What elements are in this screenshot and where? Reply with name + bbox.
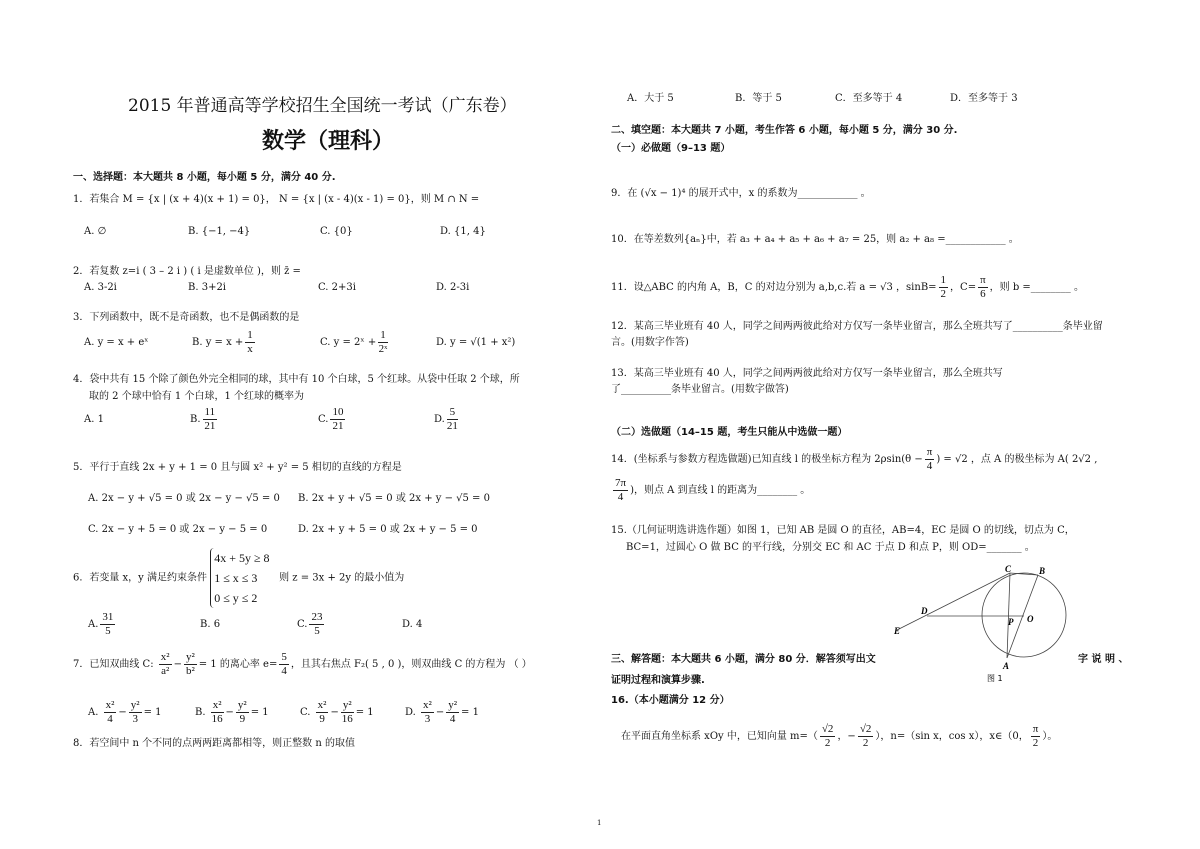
q1-option-b: B. {−1, −4}	[188, 226, 251, 237]
q16-text: 在平面直角坐标系 xOy 中，已知向量 m=（ $\frac{√2}{2}$ ，− $\frac{√2}{2}$ ），n=（sin x，cos x），x∈（0， $\frac{\pi}{2}$ ）。	[621, 723, 1058, 749]
q2-option-b: B. 3+2i	[188, 282, 227, 293]
section-2-optional: （二）选做题（14–15 题，考生只能从中选做一题）	[611, 427, 848, 438]
q8-option-b: B．等于 5	[735, 93, 782, 104]
q5-option-b: B. 2x + y + √5 = 0 或 2x + y − √5 = 0	[298, 493, 490, 504]
q8-option-d: D．至多等于 3	[950, 93, 1018, 104]
q3-stem: 3．下列函数中，既不是奇函数，也不是偶函数的是	[73, 312, 300, 323]
q3-option-a: A. y = x + eˣ	[84, 337, 149, 348]
q6-stem: 6．若变量 x，y 满足约束条件 4x + 5y ≥ 8 1 ≤ x ≤ 3 0 ≤ y ≤ 2 则 z = 3x + 2y 的最小值为	[73, 548, 404, 609]
label-d: D	[921, 606, 928, 616]
section-3-header-line1-end: 字 说 明 、	[1078, 654, 1129, 665]
q4-stem-line2: 取的 2 个球中恰有 1 个白球，1 个红球的概率为	[89, 391, 304, 402]
chord-ac	[1007, 573, 1010, 658]
q8-stem: 8．若空间中 n 个不同的点两两距离都相等，则正整数 n 的取值	[73, 738, 355, 749]
section-1-header: 一、选择题：本大题共 8 小题，每小题 5 分，满分 40 分.	[73, 172, 336, 183]
q1-stem: 1．若集合 M = {x | (x + 4)(x + 1) = 0}， N = {x | (x - 4)(x - 1) = 0}，则 M ∩ N =	[73, 194, 480, 205]
q7-option-c: C. $\frac{\text{x²}}{9}$ − $\frac{\text{y²}}{16}$ = 1	[300, 699, 374, 725]
q9: 9．在 (√x − 1)⁴ 的展开式中，x 的系数为____________ 。	[611, 188, 871, 199]
q3-option-b: B. y = x + $\frac{1}{x}$	[192, 329, 253, 355]
q10: 10．在等差数列{aₙ}中，若 a₃ + a₄ + a₅ + a₆ + a₇ = 25，则 a₂ + a₈ =____________ 。	[611, 234, 1019, 245]
q2-option-c: C. 2+3i	[318, 282, 356, 293]
q2-option-a: A. 3-2i	[84, 282, 117, 293]
circle-o	[982, 573, 1066, 657]
q7-option-b: B. $\frac{\text{x²}}{16}$ − $\frac{\text{y²}}{9}$ = 1	[195, 699, 269, 725]
section-3-header-line1: 三、解答题：本大题共 6 小题，满分 80 分．解答须写出文	[611, 654, 876, 665]
q14-line2: $\frac{7\pi}{4}$ )，则点 A 到直线 l 的距离为________ 。	[615, 477, 811, 503]
q13-line2: 了__________条毕业留言。(用数字做答)	[611, 384, 789, 395]
figure-caption: 图 1	[987, 674, 1003, 683]
label-c: C	[1005, 564, 1012, 574]
q6-option-a: A. $\frac{31}{5}$	[88, 611, 114, 637]
q1-option-a: A. ∅	[84, 226, 107, 237]
geometry-figure	[880, 560, 1080, 685]
q6-option-c: C. $\frac{23}{5}$	[297, 611, 323, 637]
label-a: A	[1003, 661, 1010, 671]
q15-line1: 15.（几何证明选讲选作题）如图 1，已知 AB 是圆 O 的直径，AB=4，EC 是圆 O 的切线，切点为 C，	[611, 525, 1075, 536]
q14-line1: 14．(坐标系与参数方程选做题)已知直线 l 的极坐标方程为 2ρsin(θ − $\frac{\pi}{4}$ ) = √2 ，点 A 的极坐标为 A( 2√2 ,	[611, 446, 1098, 472]
q2-option-d: D. 2-3i	[436, 282, 470, 293]
q8-option-a: A．大于 5	[627, 93, 674, 104]
q8-option-c: C．至多等于 4	[835, 93, 903, 104]
q16-header: 16.（本小题满分 12 分）	[611, 695, 730, 706]
page-number: 1	[597, 819, 602, 827]
exam-title: 2015 年普通高等学校招生全国统一考试（广东卷）	[128, 96, 517, 116]
q7-option-d: D. $\frac{\text{x²}}{3}$ − $\frac{\text{y²}}{4}$ = 1	[405, 699, 479, 725]
q11: 11．设△ABC 的内角 A，B，C 的对边分别为 a,b,c.若 a = √3 ，sinB= $\frac{1}{2}$ ，C= $\frac{\pi}{6}$ ，则 b =________ 。	[611, 274, 1084, 300]
q6-option-b: B. 6	[200, 619, 221, 630]
q7-option-a: A. $\frac{\text{x²}}{4}$ − $\frac{\text{y²}}{3}$ = 1	[88, 699, 162, 725]
q6-option-d: D. 4	[402, 619, 423, 630]
q5-option-d: D. 2x + y + 5 = 0 或 2x + y − 5 = 0	[298, 524, 478, 535]
section-2-header: 二、填空题：本大题共 7 小题，考生作答 6 小题，每小题 5 分，满分 30 分.	[611, 125, 958, 136]
tangent-ec	[897, 573, 1010, 630]
q12-line1: 12．某高三毕业班有 40 人，同学之间两两彼此给对方仅写一条毕业留言，那么全班共写了__________条毕业留	[611, 321, 1103, 332]
label-o: O	[1027, 614, 1034, 624]
q4-stem-line1: 4．袋中共有 15 个除了颜色外完全相同的球，其中有 10 个白球，5 个红球。从袋中任取 2 个球，所	[73, 374, 520, 385]
q4-option-a: A. 1	[84, 414, 104, 425]
q2-stem: 2．若复数 z=i ( 3 – 2 i ) ( i 是虚数单位 )，则 z̄ =	[73, 266, 301, 277]
q4-option-c: C. $\frac{10}{21}$	[318, 406, 344, 432]
section-3-header-line2: 证明过程和演算步骤.	[611, 675, 705, 686]
exam-subtitle: 数学（理科）	[262, 128, 395, 154]
label-p: P	[1008, 617, 1014, 627]
q3-option-d: D. y = √(1 + x²)	[436, 337, 516, 348]
q5-stem: 5．平行于直线 2x + y + 1 = 0 且与圆 x² + y² = 5 相切的直线的方程是	[73, 462, 402, 473]
q5-option-a: A. 2x − y + √5 = 0 或 2x − y − √5 = 0	[88, 493, 280, 504]
q12-line2: 言。(用数字作答)	[611, 337, 689, 348]
q1-option-c: C. {0}	[320, 226, 353, 237]
section-2-required: （一）必做题（9–13 题）	[611, 143, 731, 154]
q5-option-c: C. 2x − y + 5 = 0 或 2x − y − 5 = 0	[88, 524, 268, 535]
q4-option-d: D. $\frac{5}{21}$	[434, 406, 458, 432]
q4-option-b: B. $\frac{11}{21}$	[190, 406, 216, 432]
q1-option-d: D. {1, 4}	[440, 226, 486, 237]
label-e: E	[894, 626, 901, 636]
q15-line2: BC=1，过圆心 O 做 BC 的平行线，分别交 EC 和 AC 于点 D 和点 P，则 OD=_______ 。	[626, 542, 1035, 553]
constraint-system: 4x + 5y ≥ 8 1 ≤ x ≤ 3 0 ≤ y ≤ 2	[210, 548, 269, 608]
q3-option-c: C. y = 2ˣ + $\frac{1}{\text{2ˣ}}$	[320, 329, 388, 355]
q7-stem: 7．已知双曲线 C: $\frac{\text{x²}}{\text{a²}}$ − $\frac{\text{y²}}{\text{b²}}$ = 1 的离心率 e= $\frac{5}{4}$ ，且其右焦点 F₂( 5 , 0 )，则双曲线 C 的方程为 （ ）	[73, 651, 532, 677]
q13-line1: 13．某高三毕业班有 40 人，同学之间两两彼此给对方仅写一条毕业留言，那么全班共写	[611, 368, 1003, 379]
label-b: B	[1039, 566, 1046, 576]
